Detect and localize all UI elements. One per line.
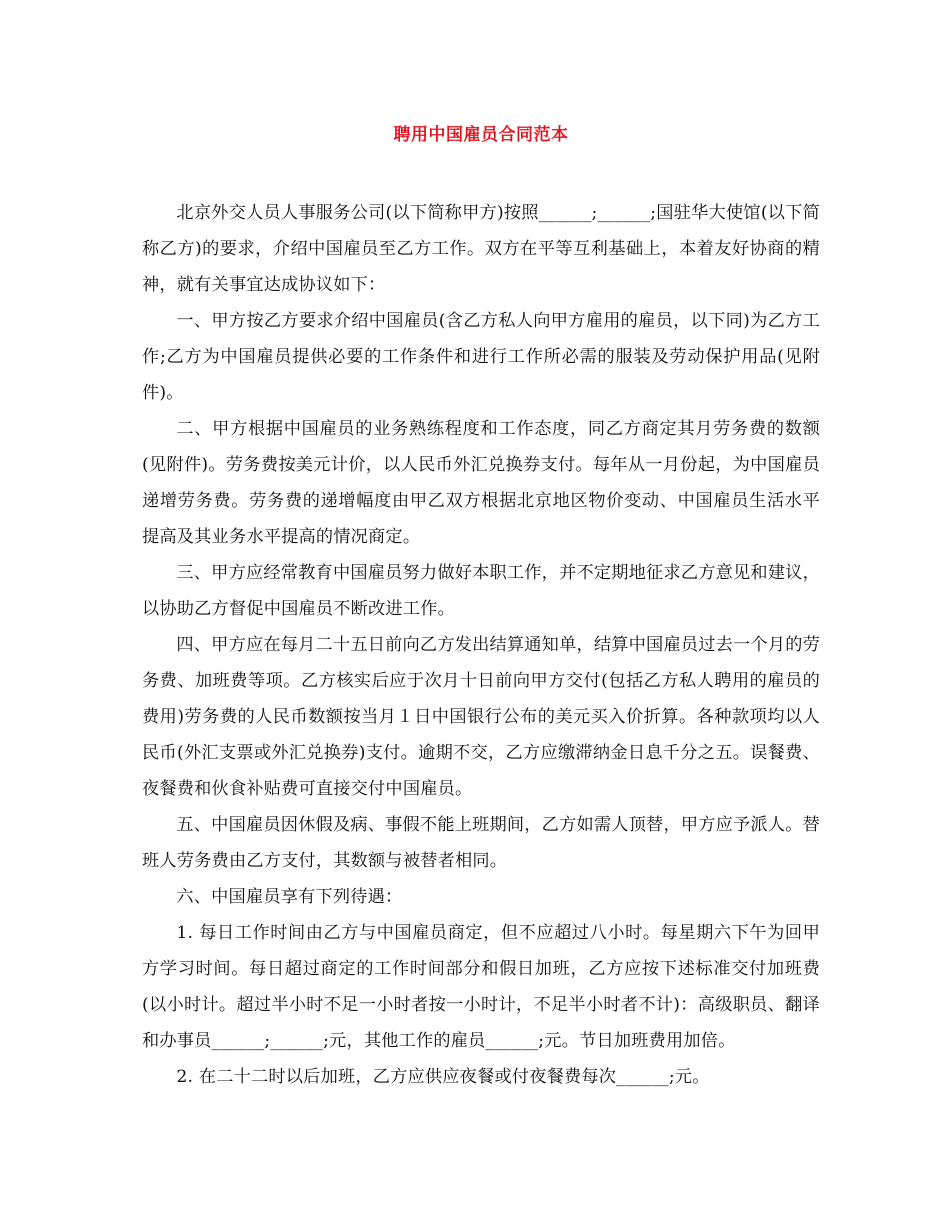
paragraph-clause-4: 四、甲方应在每月二十五日前向乙方发出结算通知单，结算中国雇员过去一个月的劳务费、加班费等项。乙方核实后应于次月十日前向甲方交付(包括乙方私人聘用的雇员的费用)劳务费的人民币数额按当月１日中国银行公布的美元买入价折算。各种款项均以人民币(外汇支票或外汇兑换券)支付。逾期不交，乙方应缴滞纳金日息千分之五。误餐费、夜餐费和伙食补贴费可直接交付中国雇员。 [142, 635, 820, 799]
paragraph-clause-1: 一、甲方按乙方要求介绍中国雇员(含乙方私人向甲方雇用的雇员，以下同)为乙方工作;乙方为中国雇员提供必要的工作条件和进行工作所必需的服装及劳动保护用品(见附件)。 [142, 311, 820, 403]
paragraph-clause-2: 二、甲方根据中国雇员的业务熟练程度和工作态度，同乙方商定其月劳务费的数额(见附件)。劳务费按美元计价，以人民币外汇兑换券支付。每年从一月份起，为中国雇员递增劳务费。劳务费的递增幅度由甲乙双方根据北京地区物价变动、中国雇员生活水平提高及其业务水平提高的情况商定。 [142, 419, 820, 547]
paragraph-clause-6-item-2: 2. 在二十二时以后加班，乙方应供应夜餐或付夜餐费每次______;元。 [176, 1067, 710, 1087]
paragraph-clause-6-item-1: 1. 每日工作时间由乙方与中国雇员商定，但不应超过八小时。每星期六下午为回甲方学习时间。每日超过商定的工作时间部分和假日加班，乙方应按下述标准交付加班费(以小时计。超过半小时不足一小时者按一小时计，不足半小时者不计)：高级职员、翻译和办事员______;______;元，其他工作的雇员______;元。节日加班费用加倍。 [142, 923, 820, 1051]
paragraph-intro: 北京外交人员人事服务公司(以下简称甲方)按照______;______;国驻华大使馆(以下简称乙方)的要求，介绍中国雇员至乙方工作。双方在平等互利基础上，本着友好协商的精神，就有关事宜达成协议如下： [142, 203, 820, 295]
paragraph-clause-6: 六、中国雇员享有下列待遇： [176, 887, 403, 907]
paragraph-clause-5: 五、中国雇员因休假及病、事假不能上班期间，乙方如需人顶替，甲方应予派人。替班人劳务费由乙方支付，其数额与被替者相同。 [142, 815, 820, 871]
document-title: 聘用中国雇员合同范本 [393, 125, 569, 145]
paragraph-clause-3: 三、甲方应经常教育中国雇员努力做好本职工作，并不定期地征求乙方意见和建议，以协助乙方督促中国雇员不断改进工作。 [142, 563, 820, 619]
